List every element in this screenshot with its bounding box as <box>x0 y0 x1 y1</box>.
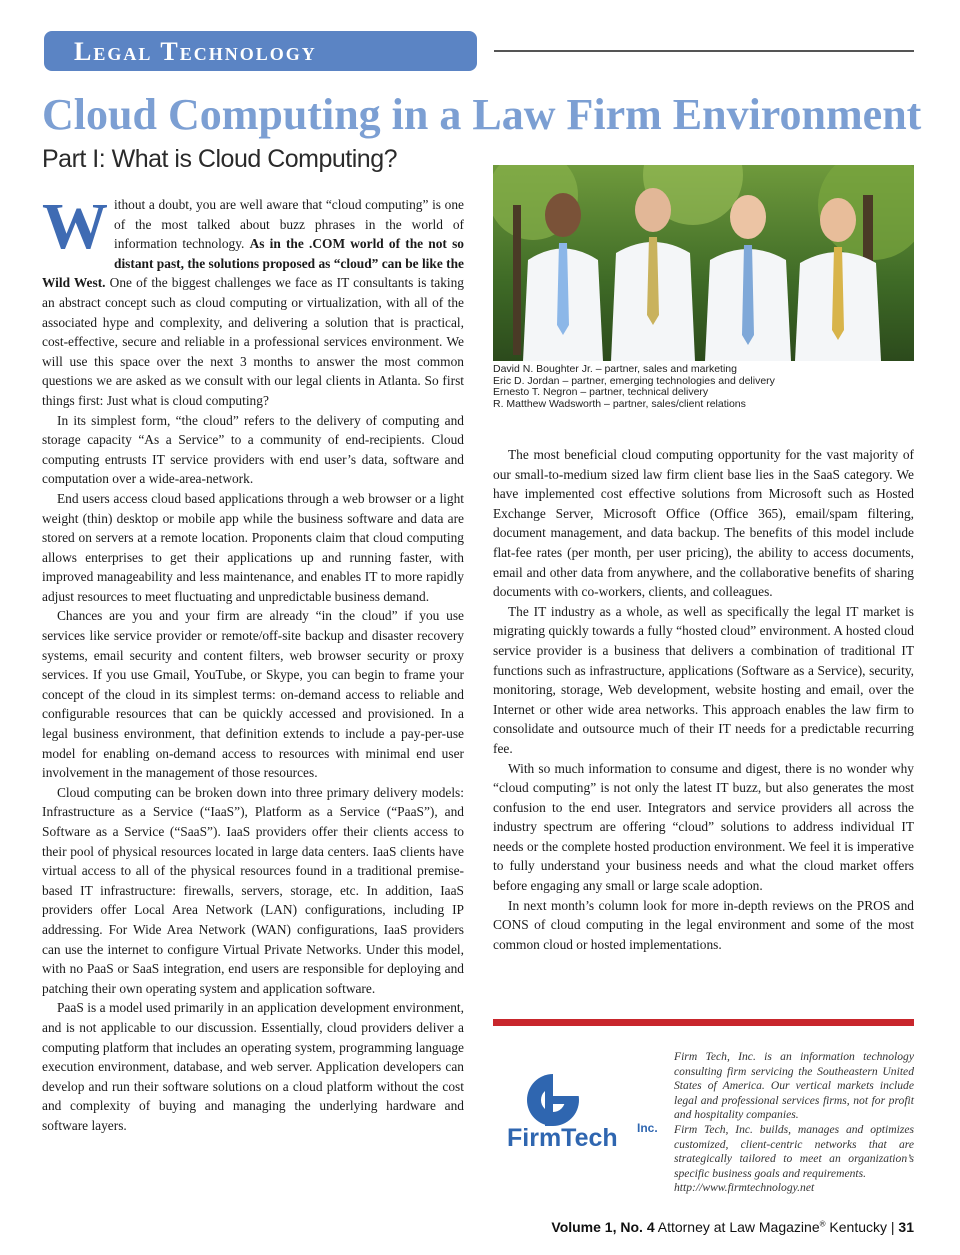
intro-paragraph <box>42 190 464 411</box>
divider-bar <box>493 1019 914 1026</box>
top-rule <box>494 50 914 52</box>
paragraph: Chances are you and your firm are already “in the cloud” if you use services like service provider or remote/off-site backup and disaster recovery systems, email security and content filters, web browser security or proxy services. If you use Gmail, YouTube, or Skype, you can begin to frame your concept of the cloud in its simplest terms: on-demand access to reliable and configurable resources that can be quickly accessed and provisioned. In a legal business environment, that definition extends to include a pay-per-use model for enabling on-demand access to resources with minimal end user involvement in the management of those resources. <box>42 608 464 781</box>
caption-line: Ernesto T. Negron – partner, technical delivery <box>493 386 709 398</box>
caption-line: R. Matthew Wadsworth – partner, sales/client relations <box>493 397 746 410</box>
footer-separator: | <box>890 1219 895 1235</box>
right-column <box>493 445 914 954</box>
intro-text-b: One of the biggest challenges we face as IT consultants is taking an abstract concept such as cloud computing or virtualization, with all of the associated hype and complexity, and delivering a solution that is practical, cost-effective, secure and reliable in a professional services environment. We will use this space over the next 3 months to answer the most common questions we are asked as we consult with our legal clients in Atlanta. So first things first: Just what is cloud computing? <box>42 275 464 408</box>
page-number: 31 <box>898 1219 914 1235</box>
firm-blurb-paragraph: Firm Tech, Inc. is an information technology consulting firm servicing the Southeastern United States of America. Our vertical markets include legal and professional services firms, not for profit and hospitality companies. <box>674 1050 914 1122</box>
photo-illustration <box>493 165 914 361</box>
firm-blurb <box>674 1050 914 1196</box>
drop-cap: W <box>42 190 108 263</box>
paragraph: In its simplest form, “the cloud” refers to the delivery of computing and storage capacity “As a Service” to a community of end-recipients. Cloud computing entrusts IT service providers with end user’s data, software and computation over a wide-area-network. <box>42 412 464 487</box>
photo-caption <box>493 364 923 410</box>
logo-suffix: Inc. <box>637 1121 658 1135</box>
paragraph: With so much information to consume and digest, there is no wonder why “cloud computing” is not only the latest IT buzz, but also generates the most confusion to the end user. Integrators and service providers all across the industry spectrum are offering “cloud” solutions to address individual IT needs or the complete hosted production environment. We feel it is imperative to fully understand your business needs and what the cloud market offers before engaging any small or large scale adoption. <box>493 760 914 894</box>
paragraph: In next month’s column look for more in-depth reviews on the PROS and CONS of cloud computing in the legal environment and some of the most common cloud or hosted implementations. <box>493 897 914 952</box>
caption-line: Eric D. Jordan – partner, emerging technologies and delivery <box>493 374 775 387</box>
footer-magazine: Attorney at Law Magazine <box>657 1219 820 1235</box>
footer-registered: ® <box>819 1219 826 1229</box>
section-label: Legal Technology <box>74 37 317 66</box>
page-footer <box>551 1219 914 1235</box>
paragraph: Cloud computing can be broken down into three primary delivery models: Infrastructure as a Service (“IaaS”), Platform as a Service (“PaaS”), and Software as a Service (“SaaS”). IaaS providers offer their clients access to their pool of physical resources located in large data centers. IaaS clients have virtual access to all of the physical resources found in a traditional premise-based IT infrastructure: firewalls, servers, storage, etc. In addition, IaaS providers offer Local Area Network (LAN) configurations, including IP addressing. For Wide Area Network (WAN) configurations, IaaS providers can use the internet to configure Virtual Private Networks. Under this model, with no PaaS or SaaS integration, end users are responsible for deploying and patching their own operating system and application software. <box>42 784 464 996</box>
firmtech-logo <box>505 1070 665 1160</box>
logo-wordmark: FirmTech <box>507 1124 618 1152</box>
paragraph: End users access cloud based applications through a web browser or a light weight (thin) desktop or mobile app while the business software and data are stored on servers at a remote location. Proponents claim that cloud computing allows enterprises to get their applications up and running faster, with improved manageability and less maintenance, and enables IT to more rapidly adjust resources to meet fluctuating and unpredictable business demand. <box>42 490 464 604</box>
footer-state: Kentucky <box>829 1219 887 1235</box>
footer-volume: Volume 1, No. 4 <box>551 1219 655 1235</box>
subtitle: Part I: What is Cloud Computing? <box>42 145 397 173</box>
page-title: Cloud Computing in a Law Firm Environment <box>42 90 922 139</box>
firm-blurb-paragraph: Firm Tech, Inc. builds, manages and optimizes customized, client-centric networks that are strategically tailored to meet an organization’s specific business goals and requirements. <box>674 1122 914 1180</box>
left-column <box>42 190 464 1136</box>
intro-text-a: ithout a doubt, you are well aware that “cloud computing” is one of the most talked about buzz phrases in the world of information technology. <box>114 197 464 252</box>
caption-line: David N. Boughter Jr. – partner, sales and marketing <box>493 363 737 375</box>
paragraph: The IT industry as a whole, as well as specifically the legal IT market is migrating quickly towards a fully “hosted cloud” environment. A hosted cloud service provider is a business that delivers a combination of traditional IT functions such as infrastructure, applications (Software as a Service), security, monitoring, storage, Web development, website hosting and email, over the Internet or other wide area networks. This approach enables the law firm to consolidate and outsource much of their IT needs for a predictable recurring fee. <box>493 603 914 756</box>
paragraph: The most beneficial cloud computing opportunity for the vast majority of our small-to-medium sized law firm client base lies in the SaaS category. We have implemented cost effective solutions from Microsoft such as Hosted Exchange Server, Microsoft Office (Office 365), email/spam filtering, document management, and data backup. The benefits of this model include flat-fee rates (per month, per user pricing), the ability to access documents, email and other data from anywhere, and the collaborative benefits of sharing documents with co-workers, clients, and colleagues. <box>493 447 914 600</box>
section-tab <box>44 31 477 71</box>
partners-photo <box>493 165 914 361</box>
paragraph: PaaS is a model used primarily in an application development environment, and is not applicable to our discussion. Essentially, cloud providers deliver a computing platform that includes an operating system, programming language execution environment, database, and web server. Application developers can develop and run their software solutions on a cloud platform without the cost and complexity of buying and managing the underlying hardware and software layers. <box>42 1000 464 1133</box>
intro-bold: As in the .COM world of the not so distant past, the solutions proposed as “cloud” can be like the Wild West. <box>42 236 464 291</box>
logo-mark <box>505 1070 665 1160</box>
firm-url: http://www.firmtechnology.net <box>674 1181 815 1195</box>
